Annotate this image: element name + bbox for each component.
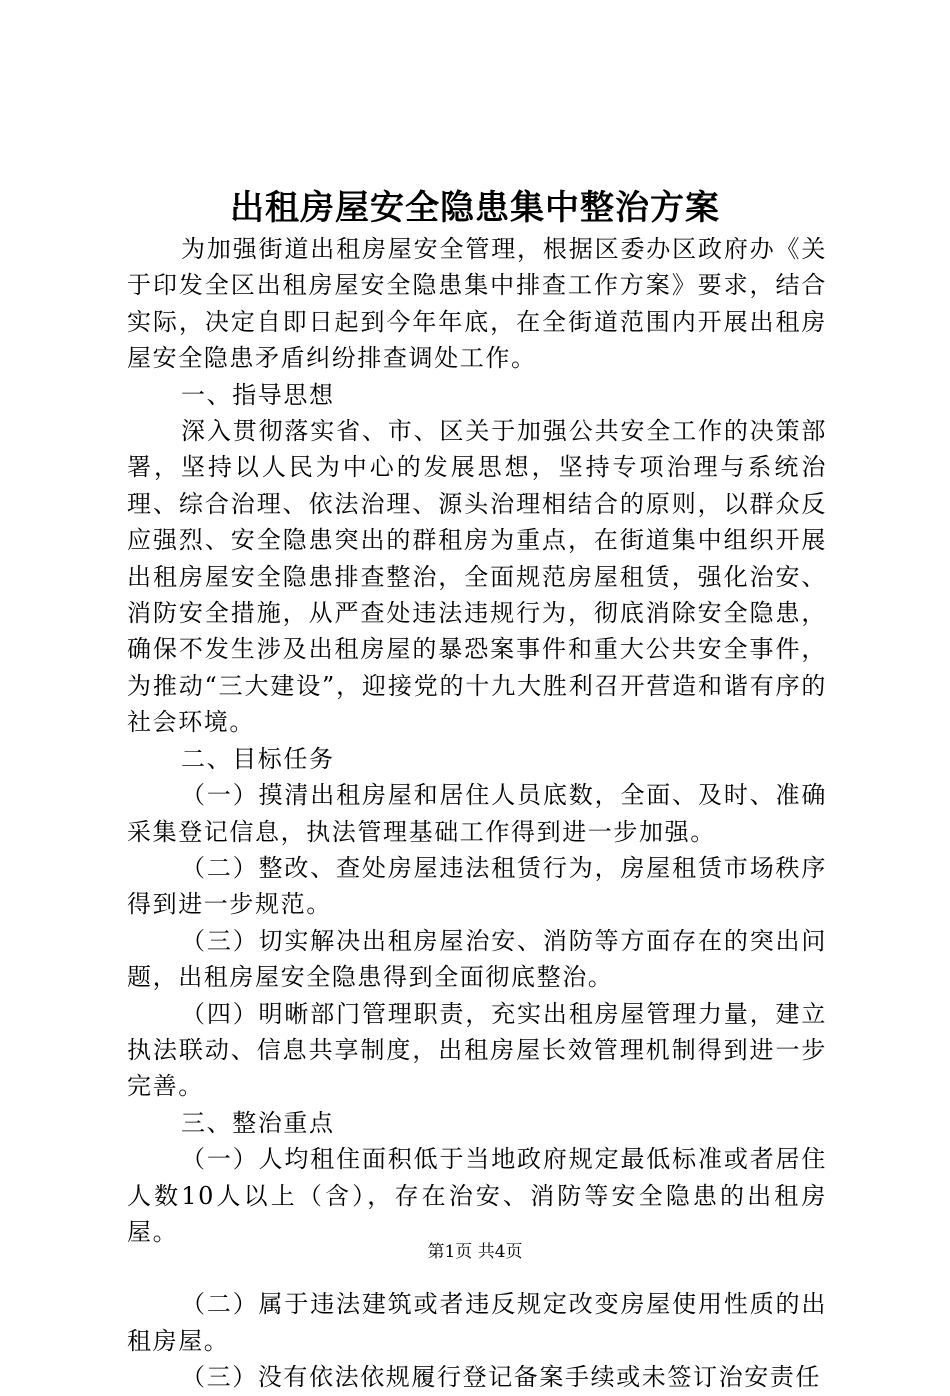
section-heading-2: 二、目标任务 xyxy=(181,744,335,773)
document-title: 出租房屋安全隐患集中整治方案 xyxy=(230,188,720,228)
list-item: （二）属于违法建筑或者违反规定改变房屋使用性质的出租房屋。 xyxy=(127,1290,827,1355)
document-body xyxy=(127,231,827,1396)
section-heading-3: 三、整治重点 xyxy=(181,1108,335,1137)
list-item: （一）摸清出租房屋和居住人员底数，全面、及时、准确采集登记信息，执法管理基础工作得到进一步加强。 xyxy=(127,781,827,846)
list-item: （四）明晰部门管理职责，充实出租房屋管理力量，建立执法联动、信息共享制度，出租房屋长效管理机制得到进一步完善。 xyxy=(127,999,827,1101)
page-number-footer: 第1页 共4页 xyxy=(427,1242,523,1262)
list-item: （一）人均租住面积低于当地政府规定最低标准或者居住人数10人以上（含），存在治安、消防等安全隐患的出租房屋。 xyxy=(127,1145,827,1246)
list-item: （三）没有依法依规履行登记备案手续或未签订治安责任 xyxy=(181,1363,821,1392)
paragraph-guiding-ideology: 深入贯彻落实省、市、区关于加强公共安全工作的决策部署，坚持以人民为中心的发展思想，坚持专项治理与系统治理、综合治理、依法治理、源头治理相结合的原则，以群众反应强烈、安全隐患突出的群租房为重点，在街道集中组织开展出租房屋安全隐患排查整治，全面规范房屋租赁，强化治安、消防安全措施，从严查处违法违规行为，彻底消除安全隐患，确保不发生涉及出租房屋的暴恐案事件和重大公共安全事件，为推动“三大建设”，迎接党的十九大胜利召开营造和谐有序的社会环境。 xyxy=(127,417,827,737)
section-heading-1: 一、指导思想 xyxy=(181,380,335,409)
list-item: （三）切实解决出租房屋治安、消防等方面存在的突出问题，出租房屋安全隐患得到全面彻底整治。 xyxy=(127,926,827,992)
list-item: （二）整改、查处房屋违法租赁行为，房屋租赁市场秩序得到进一步规范。 xyxy=(127,853,827,919)
intro-paragraph: 为加强街道出租房屋安全管理，根据区委办区政府办《关于印发全区出租房屋安全隐患集中排查工作方案》要求，结合实际，决定自即日起到今年年底，在全街道范围内开展出租房屋安全隐患矛盾纠纷排查调处工作。 xyxy=(127,235,827,373)
